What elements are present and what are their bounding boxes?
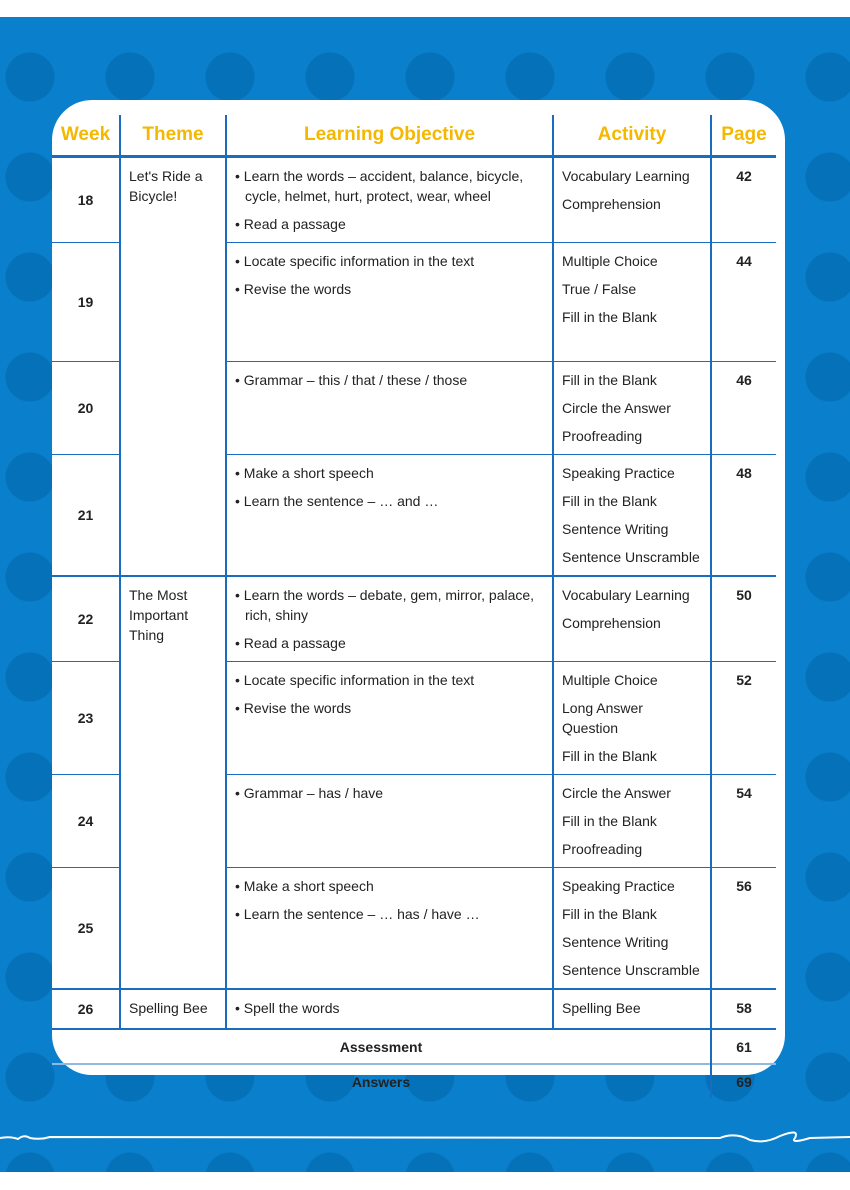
week-number: 20 [52, 362, 120, 455]
activity-item: Sentence Writing [562, 521, 669, 537]
footer-row [52, 1064, 776, 1098]
activity-item: Proofreading [562, 841, 643, 857]
activity-item: Proofreading [562, 428, 643, 444]
table-row [52, 157, 776, 243]
week-number: 25 [52, 868, 120, 990]
objective-cell [226, 243, 553, 362]
activity-item: Sentence Unscramble [562, 549, 700, 565]
week-number: 22 [52, 576, 120, 662]
table-row [52, 989, 776, 1029]
activity-item: Comprehension [562, 615, 661, 631]
objective-cell [226, 662, 553, 775]
objective-item: • Make a short speech [235, 878, 374, 894]
objective-item: • Grammar – this / that / these / those [235, 372, 468, 388]
activity-item: Speaking Practice [562, 878, 675, 894]
objective-item: • Revise the words [235, 700, 352, 716]
objective-item: • Make a short speech [235, 465, 374, 481]
activity-item: Circle the Answer [562, 400, 671, 416]
activity-cell [553, 775, 711, 868]
activity-item: Fill in the Blank [562, 309, 657, 325]
activity-item: Fill in the Blank [562, 372, 657, 388]
header-week: Week [52, 115, 120, 157]
activity-item: Circle the Answer [562, 785, 671, 801]
activity-item: Multiple Choice [562, 672, 658, 688]
activity-cell [553, 576, 711, 662]
objective-cell [226, 576, 553, 662]
objective-item: • Read a passage [235, 216, 346, 232]
footer-row [52, 1029, 776, 1064]
footer-page[interactable]: 61 [711, 1029, 776, 1064]
activity-item: Fill in the Blank [562, 813, 657, 829]
page-number[interactable]: 50 [711, 576, 776, 662]
objective-cell [226, 157, 553, 243]
objective-item: • Learn the words – accident, balance, bicycle, cycle, helmet, hurt, protect, wear, wheel [235, 168, 524, 204]
decorative-line [0, 1128, 850, 1148]
page-number[interactable]: 54 [711, 775, 776, 868]
activity-item: Vocabulary Learning [562, 168, 690, 184]
activity-item: Multiple Choice [562, 253, 658, 269]
activity-item: Spelling Bee [562, 1000, 641, 1016]
objective-item: • Spell the words [235, 1000, 340, 1016]
objective-item: • Learn the sentence – … has / have … [235, 906, 480, 922]
header-objective: Learning Objective [226, 115, 553, 157]
theme-cell: Let's Ride a Bicycle! [120, 157, 226, 577]
footer-label[interactable]: Answers [52, 1064, 711, 1098]
header-page: Page [711, 115, 776, 157]
objective-item: • Read a passage [235, 635, 346, 651]
activity-item: Sentence Writing [562, 934, 669, 950]
activity-item: Speaking Practice [562, 465, 675, 481]
objective-item: • Grammar – has / have [235, 785, 384, 801]
objective-cell [226, 775, 553, 868]
page-number[interactable]: 48 [711, 455, 776, 577]
objective-cell [226, 989, 553, 1029]
theme-cell: Spelling Bee [120, 989, 226, 1029]
page-number[interactable]: 46 [711, 362, 776, 455]
footer-page[interactable]: 69 [711, 1064, 776, 1098]
week-number: 21 [52, 455, 120, 577]
objective-item: • Revise the words [235, 281, 352, 297]
page-number[interactable]: 42 [711, 157, 776, 243]
activity-item: Fill in the Blank [562, 748, 657, 764]
page-number[interactable]: 44 [711, 243, 776, 362]
week-number: 18 [52, 157, 120, 243]
week-number: 24 [52, 775, 120, 868]
page-number[interactable]: 58 [711, 989, 776, 1029]
theme-cell: The Most Important Thing [120, 576, 226, 989]
header-activity: Activity [553, 115, 711, 157]
contents-table [52, 115, 776, 1098]
page-number[interactable]: 52 [711, 662, 776, 775]
activity-cell [553, 455, 711, 577]
activity-cell [553, 362, 711, 455]
activity-cell [553, 157, 711, 243]
objective-cell [226, 868, 553, 990]
table-row [52, 576, 776, 662]
activity-cell [553, 662, 711, 775]
activity-item: Comprehension [562, 196, 661, 212]
activity-item: Fill in the Blank [562, 906, 657, 922]
activity-item: True / False [562, 281, 637, 297]
activity-item: Vocabulary Learning [562, 587, 690, 603]
activity-cell [553, 243, 711, 362]
activity-cell [553, 989, 711, 1029]
week-number: 26 [52, 989, 120, 1029]
objective-item: • Locate specific information in the text [235, 253, 475, 269]
activity-item: Sentence Unscramble [562, 962, 700, 978]
activity-cell [553, 868, 711, 990]
week-number: 19 [52, 243, 120, 362]
objective-item: • Learn the words – debate, gem, mirror, palace, rich, shiny [235, 587, 535, 623]
header-theme: Theme [120, 115, 226, 157]
page-number[interactable]: 56 [711, 868, 776, 990]
week-number: 23 [52, 662, 120, 775]
objective-cell [226, 362, 553, 455]
activity-item: Fill in the Blank [562, 493, 657, 509]
objective-item: • Locate specific information in the text [235, 672, 475, 688]
objective-item: • Learn the sentence – … and … [235, 493, 439, 509]
footer-label[interactable]: Assessment [52, 1029, 711, 1064]
activity-item: Long Answer Question [562, 700, 643, 736]
objective-cell [226, 455, 553, 577]
